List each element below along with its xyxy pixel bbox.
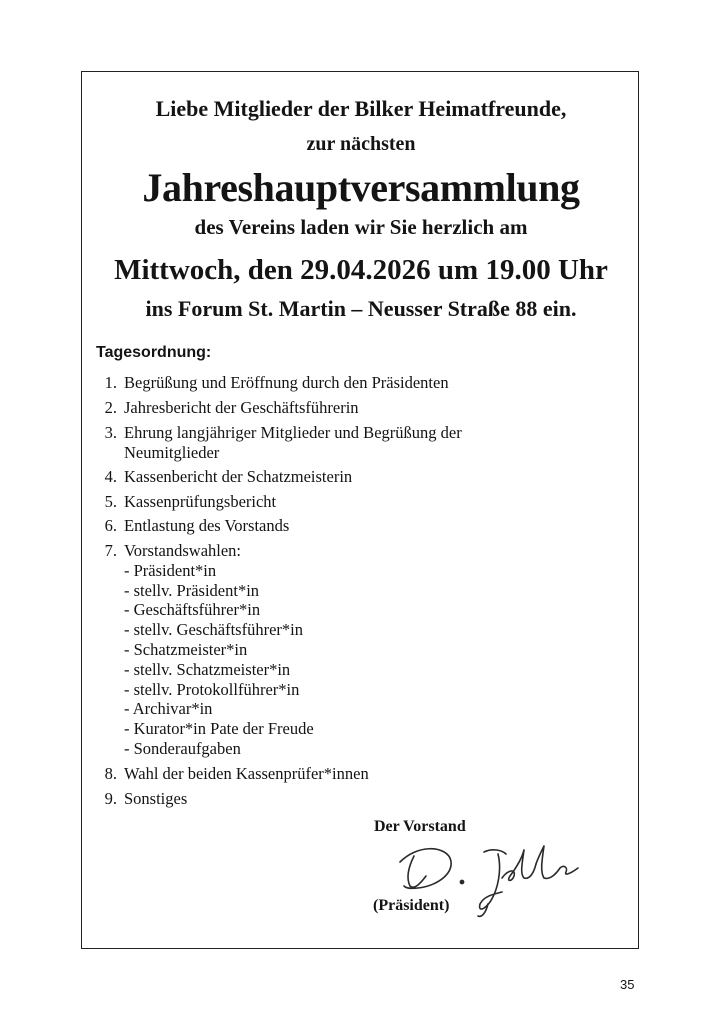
- agenda-item: [104, 492, 277, 512]
- agenda-item-continuation: Neumitglieder: [124, 443, 220, 462]
- agenda-item: [104, 467, 353, 487]
- agenda-item-number: 4.: [104, 467, 117, 486]
- election-position: - stellv. Protokollführer*in: [124, 680, 300, 699]
- agenda-item: [104, 541, 242, 561]
- agenda-item-number: 5.: [104, 492, 117, 511]
- page-number: 35: [620, 977, 635, 992]
- election-position: - stellv. Geschäftsführer*in: [124, 620, 303, 639]
- next-line: zur nächsten: [306, 133, 416, 155]
- agenda-item-number: 2.: [104, 398, 117, 417]
- election-position: - Sonderaufgaben: [124, 739, 241, 758]
- agenda-item: [104, 373, 449, 393]
- election-position: - Archivar*in: [124, 699, 213, 718]
- agenda-item-number: 7.: [104, 541, 117, 560]
- agenda-item-number: 8.: [104, 764, 117, 783]
- agenda-item-number: 3.: [104, 423, 117, 442]
- election-position: - stellv. Präsident*in: [124, 581, 260, 600]
- agenda-item-number: 6.: [104, 516, 117, 535]
- meeting-venue: ins Forum St. Martin – Neusser Straße 88 ein.: [145, 296, 577, 321]
- election-position: - stellv. Schatzmeister*in: [124, 660, 291, 679]
- agenda-item-text: Vorstandswahlen:: [124, 541, 242, 560]
- invite-line: des Vereins laden wir Sie herzlich am: [194, 215, 528, 239]
- agenda-item-text: Ehrung langjähriger Mitglieder und Begrüßung der: [124, 423, 462, 442]
- meeting-date: Mittwoch, den 29.04.2026 um 19.00 Uhr: [114, 254, 608, 286]
- meeting-headline: Jahreshauptversammlung: [142, 165, 580, 210]
- election-position: - Präsident*in: [124, 561, 217, 580]
- agenda-item-text: Entlastung des Vorstands: [124, 516, 290, 535]
- election-position: - Kurator*in Pate der Freude: [124, 719, 314, 738]
- agenda-item: [104, 789, 188, 809]
- agenda-item: [104, 398, 359, 418]
- greeting-line: Liebe Mitglieder der Bilker Heimatfreunde,: [155, 96, 567, 121]
- board-signoff: Der Vorstand: [374, 818, 466, 835]
- agenda-item-text: Begrüßung und Eröffnung durch den Präsidenten: [124, 373, 449, 392]
- election-position: - Geschäftsführer*in: [124, 600, 261, 619]
- agenda-heading: Tagesordnung:: [96, 344, 212, 361]
- agenda-item-number: 1.: [104, 373, 117, 392]
- agenda-item-text: Kassenprüfungsbericht: [124, 492, 277, 511]
- president-role: (Präsident): [373, 897, 450, 914]
- agenda-item-text: Sonstiges: [124, 789, 188, 808]
- agenda-item-number: 9.: [104, 789, 117, 808]
- election-position: - Schatzmeister*in: [124, 640, 248, 659]
- agenda-item: [104, 764, 369, 784]
- agenda-item-text: Jahresbericht der Geschäftsführerin: [124, 398, 359, 417]
- agenda-item: [104, 516, 290, 536]
- agenda-item-text: Wahl der beiden Kassenprüfer*innen: [124, 764, 369, 783]
- agenda-item-text: Kassenbericht der Schatzmeisterin: [124, 467, 353, 486]
- agenda-item: [104, 423, 462, 443]
